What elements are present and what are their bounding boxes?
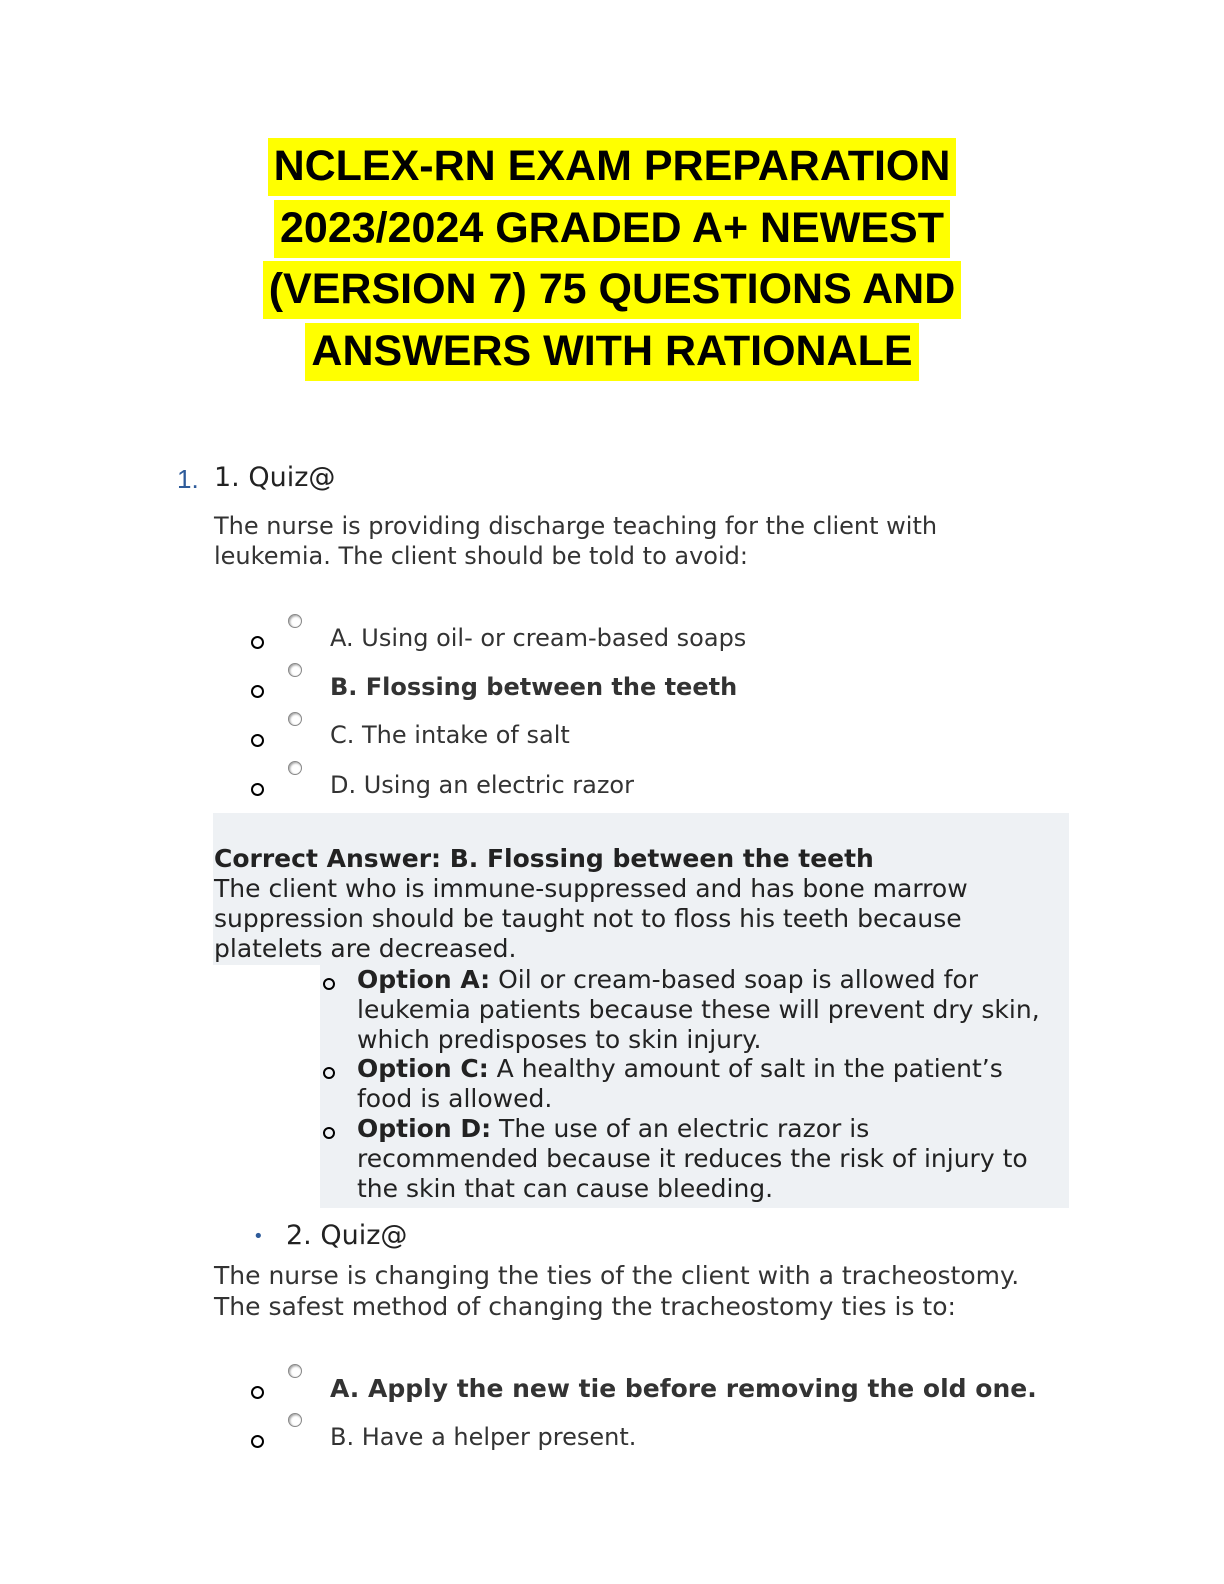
option-a-label: A. Using oil- or cream-based soaps — [330, 624, 747, 652]
title-line-2: 2023/2024 GRADED A+ NEWEST — [0, 202, 1224, 254]
explanation-line-3: platelets are decreased. — [214, 934, 517, 963]
option-b-label: B. Flossing between the teeth — [330, 673, 738, 701]
q2-option-a-radio[interactable] — [288, 1364, 302, 1378]
list-bullet-icon — [251, 636, 264, 649]
explanation-line-1: The client who is immune-suppressed and has bone marrow — [214, 874, 968, 903]
question-1-text-line-1: The nurse is providing discharge teaching for the client with — [214, 512, 938, 540]
q2-option-a-label: A. Apply the new tie before removing the old one. — [330, 1374, 1037, 1403]
list-bullet-icon — [251, 1386, 264, 1399]
bullet-dot-icon: • — [253, 1226, 264, 1247]
option-d-label: D. Using an electric razor — [330, 771, 634, 799]
list-bullet-icon — [323, 1067, 335, 1079]
title-line-1: NCLEX-RN EXAM PREPARATION — [0, 140, 1224, 192]
list-bullet-icon — [251, 783, 264, 796]
q2-option-b-radio[interactable] — [288, 1413, 302, 1427]
list-number-marker: 1. — [177, 464, 199, 494]
option-b-radio[interactable] — [288, 663, 302, 677]
option-c-note: Option C: A healthy amount of salt in the patient’s food is allowed. — [357, 1054, 1003, 1113]
question-2-text-line-1: The nurse is changing the ties of the client with a tracheostomy. — [214, 1261, 1020, 1290]
q2-option-b-label: B. Have a helper present. — [330, 1423, 637, 1451]
correct-answer-heading: Correct Answer: B. Flossing between the teeth — [214, 844, 874, 873]
explanation-line-2: suppression should be taught not to floss his teeth because — [214, 904, 962, 933]
list-bullet-icon — [323, 1127, 335, 1139]
option-a-radio[interactable] — [288, 614, 302, 628]
question-1-text-line-2: leukemia. The client should be told to avoid: — [214, 542, 748, 570]
title-line-4: ANSWERS WITH RATIONALE — [0, 325, 1224, 377]
list-bullet-icon — [251, 1435, 264, 1448]
option-c-radio[interactable] — [288, 712, 302, 726]
title-line-3: (VERSION 7) 75 QUESTIONS AND — [0, 263, 1224, 315]
question-2-heading: 2. Quiz@ — [286, 1220, 408, 1251]
option-c-label: C. The intake of salt — [330, 721, 570, 749]
list-bullet-icon — [251, 685, 264, 698]
list-bullet-icon — [323, 978, 335, 990]
question-1-heading: 1. Quiz@ — [214, 462, 336, 493]
list-bullet-icon — [251, 734, 264, 747]
option-d-radio[interactable] — [288, 761, 302, 775]
option-a-note: Option A: Oil or cream-based soap is allowed for leukemia patients because these will prevent dry skin, which predisposes to skin injury. — [357, 965, 1040, 1054]
question-2-text-line-2: The safest method of changing the tracheostomy ties is to: — [214, 1292, 956, 1321]
option-d-note: Option D: The use of an electric razor is recommended because it reduces the risk of injury to the skin that can cause bleeding. — [357, 1114, 1028, 1203]
